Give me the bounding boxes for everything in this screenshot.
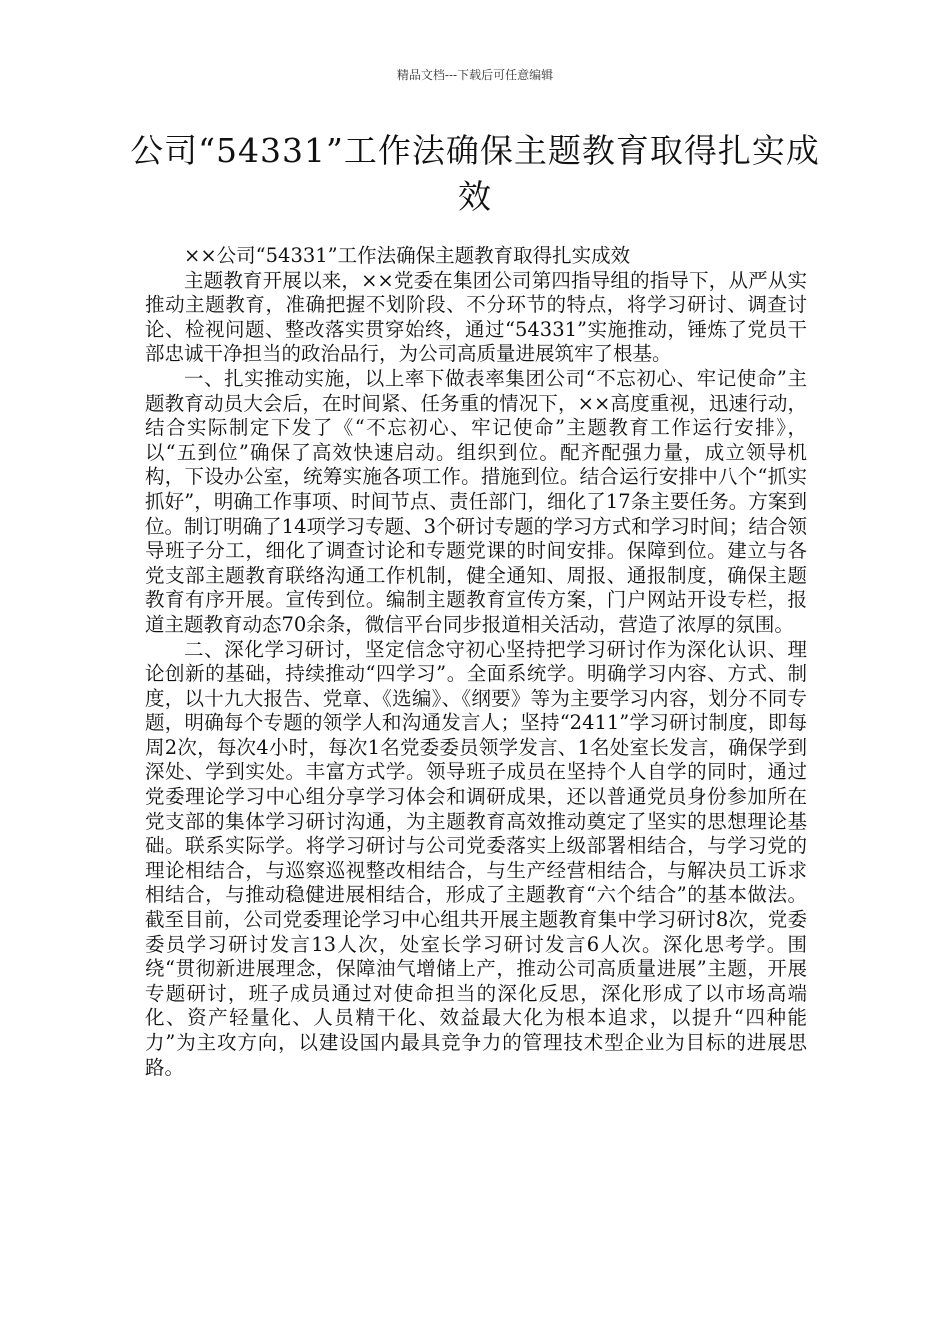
document-subtitle: ××公司“54331”工作法确保主题教育取得扎实成效 [184, 244, 631, 267]
paragraph-section-one: 一、扎实推动实施，以上率下做表率集团公司“不忘初心、牢记使命”主题教育动员大会后，在时间紧、任务重的情况下，××高度重视，迅速行动，结合实际制定下发了《“不忘初心、牢记使命”主题教育工作运行安排》，以“五到位”确保了高效快速启动。组织到位。配齐配强力量，成立领导机构，下设办公室，统筹实施各项工作。措施到位。结合运行安排中八个“抓实抓好”，明确工作事项、时间节点、责任部门，细化了17条主要任务。方案到位。制订明确了14项学习专题、3个研讨专题的学习方式和学习时间；结合领导班子分工，细化了调查讨论和专题党课的时间安排。保障到位。建立与各党支部主题教育联络沟通工作机制，健全通知、周报、通报制度，确保主题教育有序开展。宣传到位。编制主题教育宣传方案，门户网站开设专栏，报道主题教育动态70余条，微信平台同步报道相关活动，营造了浓厚的氛围。 [145, 366, 807, 636]
document-title: 公司“54331”工作法确保主题教育取得扎实成效 [130, 131, 820, 216]
paragraph-intro: 主题教育开展以来，××党委在集团公司第四指导组的指导下，从严从实推动主题教育，准确把握不划阶段、不分环节的特点，将学习研讨、调查讨论、检视问题、整改落实贯穿始终，通过“54331”实施推动，锤炼了党员干部忠诚干净担当的政治品行，为公司高质量进展筑牢了根基。 [145, 268, 807, 366]
paragraph-section-two: 二、深化学习研讨，坚定信念守初心坚持把学习研讨作为深化认识、理论创新的基础，持续推动“四学习”。全面系统学。明确学习内容、方式、制度，以十九大报告、党章、《选编》、《纲要》等为主要学习内容，划分不同专题，明确每个专题的领学人和沟通发言人；坚持“2411”学习研讨制度，即每周2次，每次4小时，每次1名党委委员领学发言、1名处室长发言，确保学到深处、学到实处。丰富方式学。领导班子成员在坚持个人自学的同时，通过党委理论学习中心组分享学习体会和调研成果，还以普通党员身份参加所在党支部的集体学习研讨沟通，为主题教育高效推动奠定了坚实的思想理论基础。联系实际学。将学习研讨与公司党委落实上级部署相结合，与学习党的理论相结合，与巡察巡视整改相结合，与生产经营相结合，与解决员工诉求相结合，与推动稳健进展相结合，形成了主题教育“六个结合”的基本做法。截至目前，公司党委理论学习中心组共开展主题教育集中学习研讨8次，党委委员学习研讨发言13人次，处室长学习研讨发言6人次。深化思考学。围绕“贯彻新进展理念，保障油气增储上产，推动公司高质量进展”主题，开展专题研讨，班子成员通过对使命担当的深化反思，深化形成了以市场高端化、资产轻量化、人员精干化、效益最大化为根本追求，以提升“四种能力”为主攻方向，以建设国内最具竞争力的管理技术型企业为目标的进展思路。 [145, 637, 807, 1079]
header-note: 精品文档---下载后可任意编辑 [396, 68, 554, 82]
document-body [145, 244, 807, 1080]
